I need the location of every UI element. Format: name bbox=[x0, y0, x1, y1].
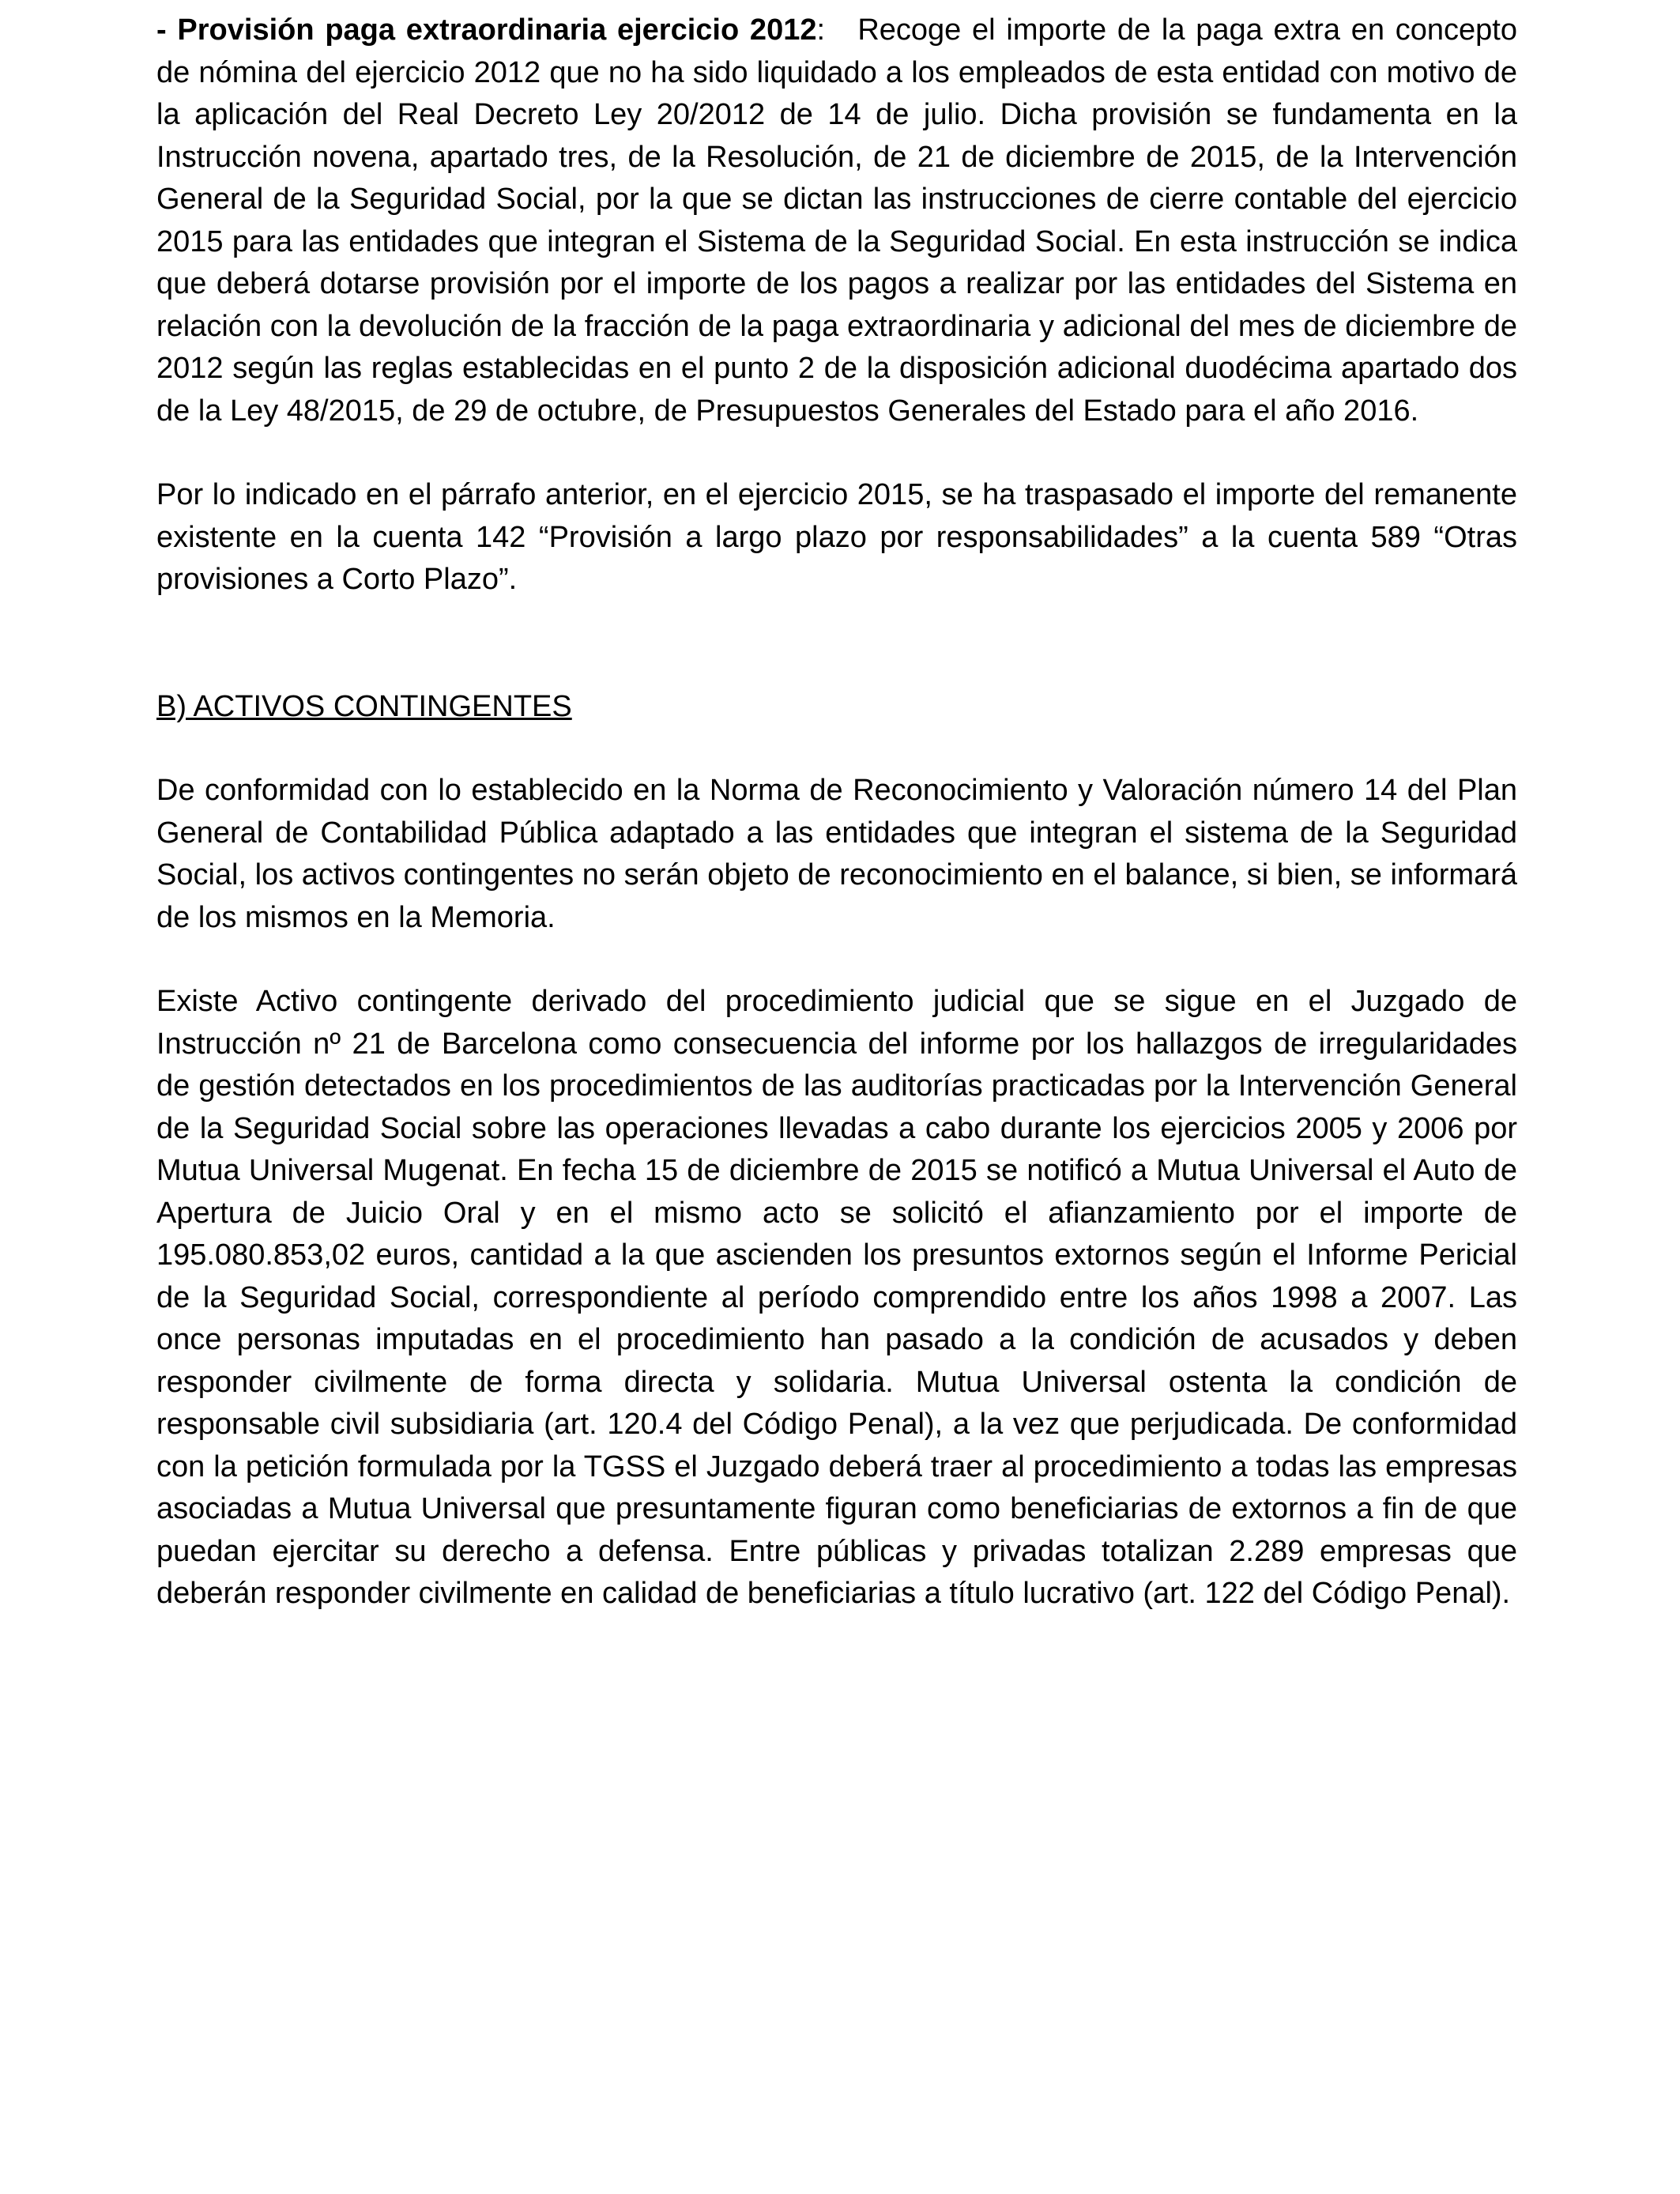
transfer-paragraph: Por lo indicado en el párrafo anterior, en el ejercicio 2015, se ha traspasado el importe del remanente existente en la cuenta 142 “Provisión a largo plazo por responsabilidades” a la cuenta 589 “Otras provisiones a Corto Plazo”. bbox=[156, 478, 1517, 596]
section-heading-activos-contingentes: B) ACTIVOS CONTINGENTES bbox=[156, 689, 572, 723]
provision-lead-title: - Provisión paga extraordinaria ejercicio 2012 bbox=[156, 13, 817, 47]
provision-paragraph-text: Recoge el importe de la paga extra en concepto de nómina del ejercicio 2012 que no ha sido liquidado a los empleados de esta entidad con motivo de la aplicación del Real Decreto Ley 20/2012 de 14 de julio. Dicha provisión se fundamenta en la Instrucción novena, apartado tres, de la Resolución, de 21 de diciembre de 2015, de la Intervención General de la Seguridad Social, por la que se dictan las instrucciones de cierre contable del ejercicio 2015 para las entidades que integran el Sistema de la Seguridad Social. En esta instrucción se indica que deberá dotarse provisión por el importe de los pagos a realizar por las entidades del Sistema en relación con la devolución de la fracción de la paga extraordinaria y adicional del mes de diciembre de 2012 según las reglas establecidas en el punto 2 de la disposición adicional duodécima apartado dos de la Ley 48/2015, de 29 de octubre, de Presupuestos Generales del Estado para el año 2016. bbox=[156, 13, 1517, 428]
conformity-paragraph: De conformidad con lo establecido en la Norma de Reconocimiento y Valoración número 14 del Plan General de Contabilidad Pública adaptado a las entidades que integran el sistema de la Seguridad Social, los activos contingentes no serán objeto de reconocimiento en el balance, si bien, se informará de los mismos en la Memoria. bbox=[156, 774, 1517, 934]
document-page bbox=[156, 9, 1517, 1615]
provision-paragraph bbox=[156, 9, 1517, 432]
provision-lead-colon: : bbox=[816, 13, 826, 47]
contingent-asset-paragraph: Existe Activo contingente derivado del procedimiento judicial que se sigue en el Juzgado de Instrucción nº 21 de Barcelona como consecuencia del informe por los hallazgos de irregularidades de gestión detectados en los procedimientos de las auditorías practicadas por la Intervención General de la Seguridad Social sobre las operaciones llevadas a cabo durante los ejercicios 2005 y 2006 por Mutua Universal Mugenat. En fecha 15 de diciembre de 2015 se notificó a Mutua Universal el Auto de Apertura de Juicio Oral y en el mismo acto se solicitó el afianzamiento por el importe de 195.080.853,02 euros, cantidad a la que ascienden los presuntos extornos según el Informe Pericial de la Seguridad Social, correspondiente al período comprendido entre los años 1998 a 2007. Las once personas imputadas en el procedimiento han pasado a la condición de acusados y deben responder civilmente de forma directa y solidaria. Mutua Universal ostenta la condición de responsable civil subsidiaria (art. 120.4 del Código Penal), a la vez que perjudicada. De conformidad con la petición formulada por la TGSS el Juzgado deberá traer al procedimiento a todas las empresas asociadas a Mutua Universal que presuntamente figuran como beneficiarias de extornos a fin de que puedan ejercitar su derecho a defensa. Entre públicas y privadas totalizan 2.289 empresas que deberán responder civilmente en calidad de beneficiarias a título lucrativo (art. 122 del Código Penal). bbox=[156, 985, 1517, 1610]
